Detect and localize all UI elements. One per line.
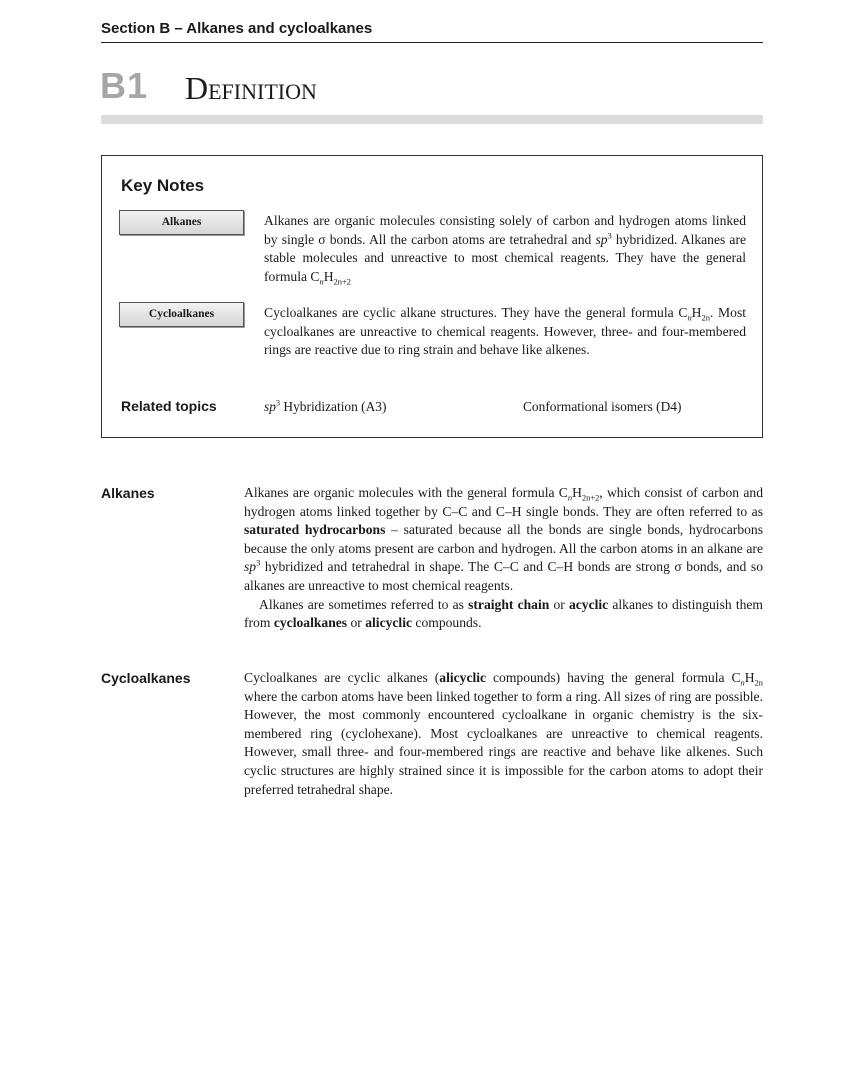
alkanes-paragraph-2: Alkanes are sometimes referred to as straight chain or acyclic alkanes to distinguish them from cycloalkanes or alicyclic compounds. [244, 596, 764, 631]
related-topic-conformational-isomers[interactable]: Conformational isomers (D4) [523, 399, 682, 414]
chapter-title: Definition [185, 70, 317, 106]
key-note-label-alkanes: Alkanes [119, 210, 244, 235]
key-notes-heading: Key Notes [121, 176, 205, 195]
related-topics-label: Related topics [121, 398, 217, 414]
body-text-alkanes [244, 484, 763, 633]
body-label-cycloalkanes: Cycloalkanes [101, 670, 191, 686]
body-text-cycloalkanes [244, 669, 763, 799]
body-label-alkanes: Alkanes [101, 485, 155, 501]
key-notes-box [101, 155, 763, 438]
key-note-text-cycloalkanes: Cycloalkanes are cyclic alkane structures. They have the general formula $C_nH_{2n}$. Most cycloalkanes are unreactive to chemical reagents. However, three- and four-membered rings are reactive due to ring strain and behave like alkenes. [264, 305, 747, 357]
title-underline-bar [101, 115, 763, 124]
section-header: Section B – Alkanes and cycloalkanes [101, 20, 763, 43]
chapter-number: B1 [100, 65, 149, 106]
key-note-text-alkanes: Alkanes are organic molecules consisting solely of carbon and hydrogen atoms linked by single σ bonds. All the carbon atoms are tetrahedral and $sp^3$ hybridized. Alkanes are stable molecules and unreactive to most chemical reagents. They have the general formula $C_nH_{2n+2}$ [264, 213, 746, 287]
related-topic-sp3-hybridization[interactable]: $sp^3$ Hybridization (A3) [264, 398, 387, 414]
key-note-label-cycloalkanes: Cycloalkanes [119, 302, 244, 327]
cycloalkanes-paragraph-1: Cycloalkanes are cyclic alkanes (alicyclic compounds) having the general formula $C_nH_{2n}$ where the carbon atoms have been linked together to form a ring. All sizes of ring are possible. However, the most commonly encountered cycloalkane in organic chemistry is the six-membered ring (cyclohexane). Most cycloalkanes are unreactive to chemical reagents. However, small three- and four-membered rings are reactive and behave like alkenes. Such cyclic structures are highly strained since it is impossible for the carbon atoms to adopt their preferred tetrahedral shape. [244, 670, 763, 797]
alkanes-paragraph-1: Alkanes are organic molecules with the general formula $C_nH_{2n+2}$, which consist of carbon and hydrogen atoms linked together by C–C and C–H single bonds. They are often referred to as saturated hydrocarbons – saturated because all the bonds are single bonds, hydrocarbons because the only atoms present are carbon and hydrogen. All the carbon atoms in an alkane are $sp^3$ hybridized and tetrahedral in shape. The C–C and C–H bonds are strong σ bonds, and so alkanes are unreactive to most chemical reagents. [244, 485, 763, 593]
